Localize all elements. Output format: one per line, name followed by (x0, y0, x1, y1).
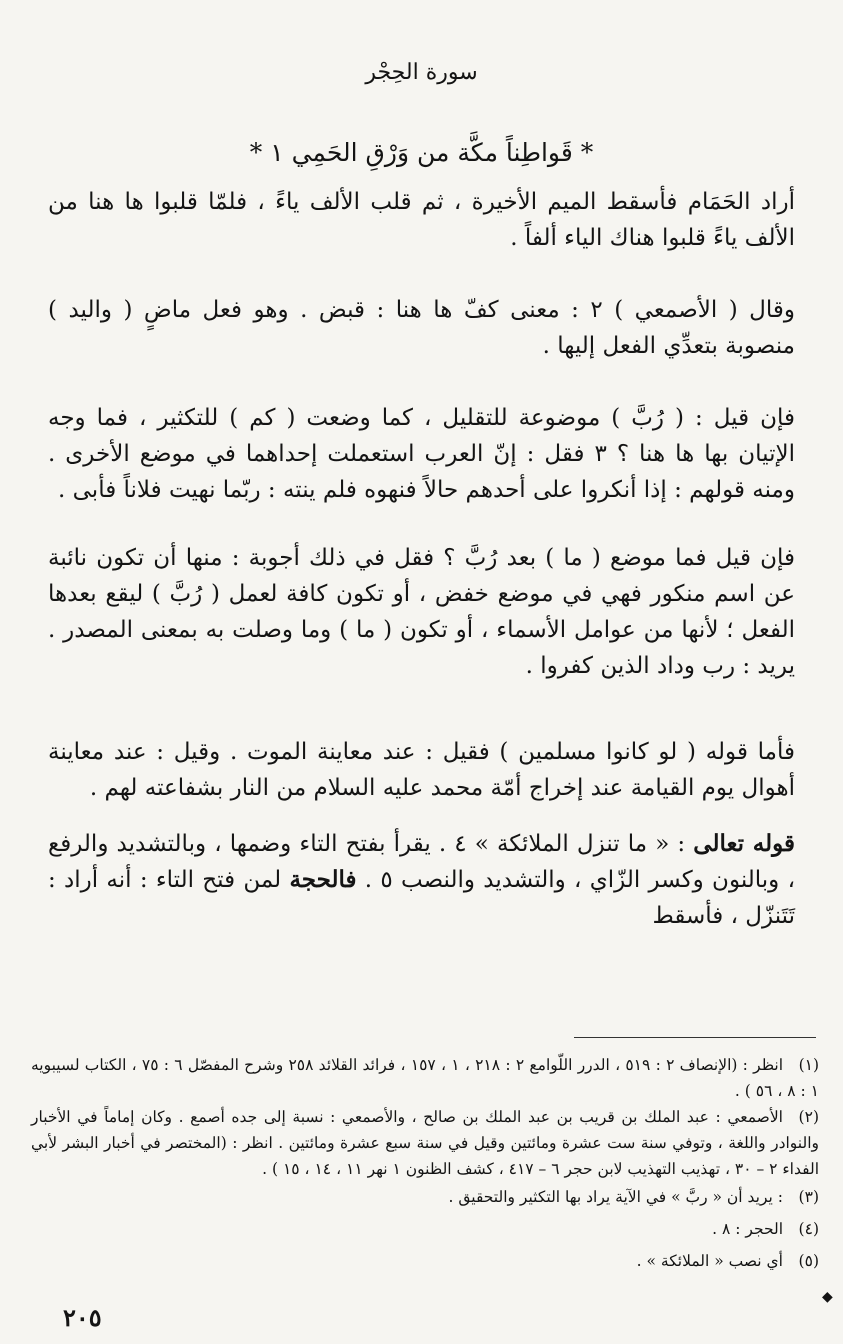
bold-lead: قوله تعالى (693, 830, 795, 857)
bold-lead: فالحجة (289, 866, 357, 893)
verse-line: * قَواطِناً مكَّة من وَرْقِ الحَمِي ١ * (249, 138, 594, 167)
paragraph: أراد الحَمَام فأسقط الميم الأخيرة ، ثم قلب الألف ياءً ، فلمّا قلبوا ها هنا من الألف ياءً قلبوا هناك الياء ألفاً . (48, 189, 795, 251)
footnote-number: (١) (798, 1056, 820, 1074)
paragraph: وقال ( الأصمعي ) ٢ : معنى كفّ ها هنا : قبض . وهو فعل ماضٍ ( واليد ) منصوبة بتعدِّي الفعل إليها . (48, 297, 795, 359)
footnote (31, 1184, 819, 1210)
page-mark-icon: ◆ (822, 1289, 833, 1305)
footnote (31, 1248, 819, 1274)
footnote-text: الحجر : ٨ . (712, 1220, 783, 1238)
footnote-text: أي نصب « الملائكة » . (636, 1252, 783, 1270)
footnote-number: (٣) (798, 1188, 819, 1206)
paragraph: فأما قوله ( لو كانوا مسلمين ) فقيل : عند معاينة الموت . وقيل : عند معاينة أهوال يوم القيامة عند إخراج أمّة محمد عليه السلام من النار بشفاعته لهم . (48, 739, 795, 801)
footnote-text: : يريد أن « ربَّ » في الآية يراد بها التكثير والتحقيق . (448, 1188, 783, 1206)
paragraph-text: لمن فتح التاء : أنه أراد : تَتَنزّل ، فأسقط (48, 867, 795, 929)
footnote-number: (٢) (798, 1108, 819, 1126)
footnote-number: (٤) (798, 1220, 819, 1238)
footnote-text: انظر : (الإنصاف ٢ : ٥١٩ ، الدرر اللّوامع ٢ : ٢١٨ ، ١ ، ١٥٧ ، فرائد القلائد ٢٥٨ وشرح المفصّل ٦ : ٧٥ ، الكتاب لسيبويه ١ : ٨ ، ٥٦ ) . (31, 1056, 819, 1100)
footnote-number: (٥) (798, 1252, 819, 1270)
footnote-divider (574, 1037, 816, 1038)
paragraph: فإن قيل : ( رُبَّ ) موضوعة للتقليل ، كما وضعت ( كم ) للتكثير ، فما وجه الإتيان بها ها هنا ؟ ٣ فقل : إنّ العرب استعملت إحداهما في موضع الأخرى . ومنه قولهم : إذا أنكروا على أحدهم حالاً فنهوه فلم ينته : ربّما نهيت فلاناً فأبى . (48, 405, 795, 503)
footnote (31, 1104, 819, 1182)
paragraph-text: : « ما تنزل الملائكة » ٤ . يقرأ بفتح التاء وضمها ، وبالتشديد والرفع ، وبالنون وكسر الزّاي ، والتشديد والنصب ٥ . (48, 831, 795, 893)
paragraph: فإن قيل فما موضع ( ما ) بعد رُبَّ ؟ فقل في ذلك أجوبة : منها أن تكون نائبة عن اسم منكور فهي في موضع خفض ، أو تكون كافة لعمل ( رُبَّ ) ليقع بعدها الفعل ؛ لأنها من عوامل الأسماء ، أو تكون ( ما ) وما وصلت به بمعنى المصدر . يريد : رب وداد الذين كفروا . (48, 545, 795, 679)
footnote (31, 1052, 819, 1104)
footnote (31, 1216, 819, 1242)
paragraph (48, 826, 795, 934)
page-number: ٢٠٥ (63, 1303, 102, 1332)
footnote-text: الأصمعي : عبد الملك بن قريب بن عبد الملك بن صالح ، والأصمعي : نسبة إلى جده أصمع . وكان إماماً في الأخبار والنوادر واللغة ، وتوفي سنة ست عشرة ومائتين وقيل في سنة سبع عشرة ومائتين . انظر : (المختصر في أخبار البشر لأبي الفداء ٢ – ٣٠ ، تهذيب التهذيب لابن حجر ٦ – ٤١٧ ، كشف الظنون ١ نهر ١١ ، ١٤ ، ١٥ ) . (31, 1108, 819, 1178)
page-header: سورة الحِجْر (365, 60, 478, 85)
